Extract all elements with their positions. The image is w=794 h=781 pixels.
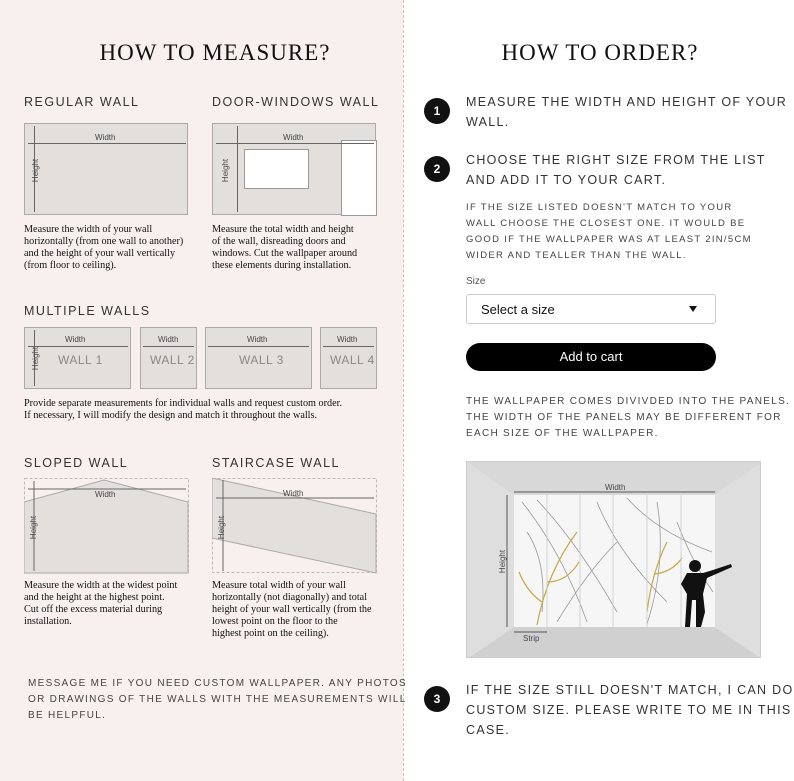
width-label: Width	[283, 133, 304, 142]
width-label: Width	[95, 133, 116, 142]
door-shape	[341, 140, 377, 216]
step-3-badge: 3	[424, 686, 450, 712]
height-label: Height	[31, 346, 41, 371]
door-wall-desc: Measure the total width and height of the wall, disreading doors and windows. Cut the wallpaper around these elements during installation.	[212, 224, 358, 271]
room-width-label: Width	[605, 483, 626, 492]
height-label: Height	[217, 515, 227, 540]
sloped-wall-heading: SLOPED WALL	[24, 456, 129, 470]
measure-title: HOW TO MEASURE?	[99, 40, 331, 65]
step-3-text: IF THE SIZE STILL DOESN'T MATCH, I CAN DO CUSTOM SIZE. PLEASE WRITE TO ME IN THIS CASE.	[466, 683, 794, 737]
wall-4-label: WALL 4	[330, 353, 375, 367]
height-label: Height	[29, 515, 39, 540]
panels-note: THE WALLPAPER COMES DIVIVDED INTO THE PANELS. THE WIDTH OF THE PANELS MAY BE DIFFERENT FOR EACH SIZE OF THE WALLPAPER.	[466, 396, 791, 439]
multiple-walls-desc: Provide separate measurements for individual walls and request custom order. If necessary, I will modify the design and match it throughout the walls.	[24, 398, 342, 421]
size-select[interactable]	[466, 294, 716, 324]
width-label: Width	[247, 335, 268, 344]
staircase-wall-desc: Measure total width of your wall horizontally (not diagonally) and total height of your wall vertically (from the lowest point on the floor to the highest point on the ceiling).	[212, 580, 372, 639]
regular-wall-desc: Measure the width of your wall horizontally (from one wall to another) and the height of your wall vertically (from floor to ceiling).	[24, 224, 184, 271]
height-line	[237, 126, 238, 212]
width-line	[323, 346, 374, 347]
width-label: Width	[337, 335, 358, 344]
add-to-cart-button[interactable]: Add to cart	[466, 343, 716, 371]
step-1-badge: 1	[424, 98, 450, 124]
room-height-label: Height	[498, 549, 508, 574]
width-label: Width	[65, 335, 86, 344]
width-label: Width	[158, 335, 179, 344]
width-line	[208, 346, 309, 347]
panel-divider	[403, 0, 404, 781]
multiple-walls-heading: MULTIPLE WALLS	[24, 304, 151, 318]
custom-message: MESSAGE ME IF YOU NEED CUSTOM WALLPAPER. ANY PHOTOS OR DRAWINGS OF THE WALLS WITH THE MEASUREMENTS WILL BE HELPFUL.	[28, 678, 407, 721]
size-note: IF THE SIZE LISTED DOESN'T MATCH TO YOUR WALL CHOOSE THE CLOSEST ONE. IT WOULD BE GOOD IF THE WALLPAPER WAS AT LEAST 2IN/5CM WIDER AND TEALLER THAN THE WALL.	[466, 202, 752, 261]
width-line	[28, 143, 186, 144]
width-label: Width	[283, 489, 304, 498]
height-label: Height	[31, 158, 41, 183]
staircase-wall-heading: STAIRCASE WALL	[212, 456, 340, 470]
order-title: HOW TO ORDER?	[501, 40, 699, 65]
step-2-text: CHOOSE THE RIGHT SIZE FROM THE LIST AND ADD IT TO YOUR CART.	[466, 153, 766, 187]
window-shape	[244, 149, 309, 189]
width-label: Width	[95, 490, 116, 499]
size-label: Size	[466, 276, 486, 287]
wall-2-label: WALL 2	[150, 353, 195, 367]
wall-1-label: WALL 1	[58, 353, 103, 367]
width-line	[28, 346, 128, 347]
step-1-text: MEASURE THE WIDTH AND HEIGHT OF YOUR WALL.	[466, 95, 788, 129]
chevron-down-icon	[689, 306, 697, 312]
room-strip-label: Strip	[523, 634, 540, 643]
width-line	[216, 143, 374, 144]
width-line	[143, 346, 194, 347]
regular-wall-heading: REGULAR WALL	[24, 95, 140, 109]
sloped-wall-desc: Measure the width at the widest point and the height at the highest point. Cut off the excess material during installation.	[24, 580, 178, 627]
height-label: Height	[221, 158, 231, 183]
room-illustration	[466, 461, 761, 658]
size-select-value: Select a size	[481, 302, 555, 317]
step-2-badge: 2	[424, 156, 450, 182]
door-wall-heading: DOOR-WINDOWS WALL	[212, 95, 380, 109]
wall-3-label: WALL 3	[239, 353, 284, 367]
